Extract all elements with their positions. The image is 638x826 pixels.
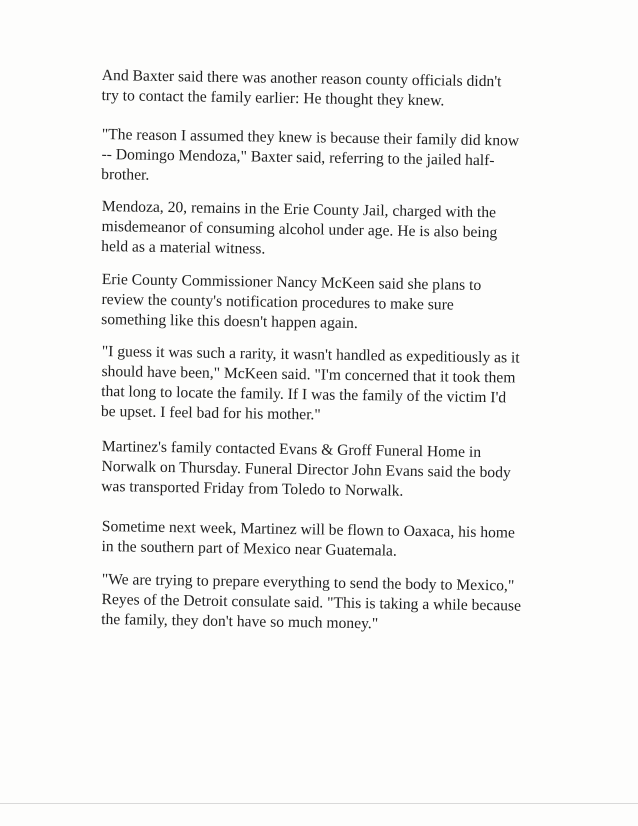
text-line: Erie County Commissioner Nancy McKeen said she plans to bbox=[101, 270, 482, 294]
text-line: the family, they don't have so much money." bbox=[101, 610, 379, 633]
text-line: Sometime next week, Martinez will be flown to Oaxaca, his home bbox=[101, 517, 516, 542]
paragraph bbox=[101, 125, 562, 192]
text-line: -- Domingo Mendoza," Baxter said, referring to the jailed half- bbox=[101, 145, 495, 170]
text-line: should have been," McKeen said. "I'm concerned that it took them bbox=[101, 362, 516, 387]
paragraph bbox=[101, 270, 562, 337]
scan-edge-divider bbox=[0, 803, 638, 804]
text-line: "I guess it was such a rarity, it wasn't handled as expeditiously as it bbox=[101, 342, 520, 367]
paragraph bbox=[101, 197, 562, 264]
text-line: "We are trying to prepare everything to send the body to Mexico," bbox=[101, 570, 515, 595]
paragraph bbox=[101, 517, 562, 564]
text-line: "The reason I assumed they knew is because their family did know bbox=[101, 125, 520, 150]
text-line: was transported Friday from Toledo to Norwalk. bbox=[101, 477, 404, 500]
text-line: Norwalk on Thursday. Funeral Director John Evans said the body bbox=[101, 457, 511, 482]
text-line: review the county's notification procedures to make sure bbox=[101, 290, 454, 314]
text-line: misdemeanor of consuming alcohol under age. He is also being bbox=[101, 217, 498, 242]
paragraph bbox=[101, 342, 562, 429]
paragraph bbox=[101, 570, 562, 637]
text-line: Martinez's family contacted Evans & Groff Funeral Home in bbox=[101, 437, 482, 461]
text-line: And Baxter said there was another reason county officials didn't bbox=[101, 66, 502, 91]
text-line: Mendoza, 20, remains in the Erie County Jail, charged with the bbox=[101, 197, 497, 222]
text-line: try to contact the family earlier: He thought they knew. bbox=[101, 86, 445, 110]
text-line: in the southern part of Mexico near Guatemala. bbox=[101, 537, 397, 560]
text-line: brother. bbox=[101, 165, 150, 184]
paragraph bbox=[101, 66, 562, 113]
text-line: held as a material witness. bbox=[101, 237, 266, 258]
text-line: that long to locate the family. If I was the family of the victim I'd bbox=[101, 382, 507, 407]
paragraph bbox=[101, 437, 562, 504]
text-line: Reyes of the Detroit consulate said. "This is taking a while because bbox=[101, 590, 522, 615]
text-line: something like this doesn't happen again. bbox=[101, 310, 358, 333]
text-line: be upset. I feel bad for his mother." bbox=[100, 402, 321, 424]
